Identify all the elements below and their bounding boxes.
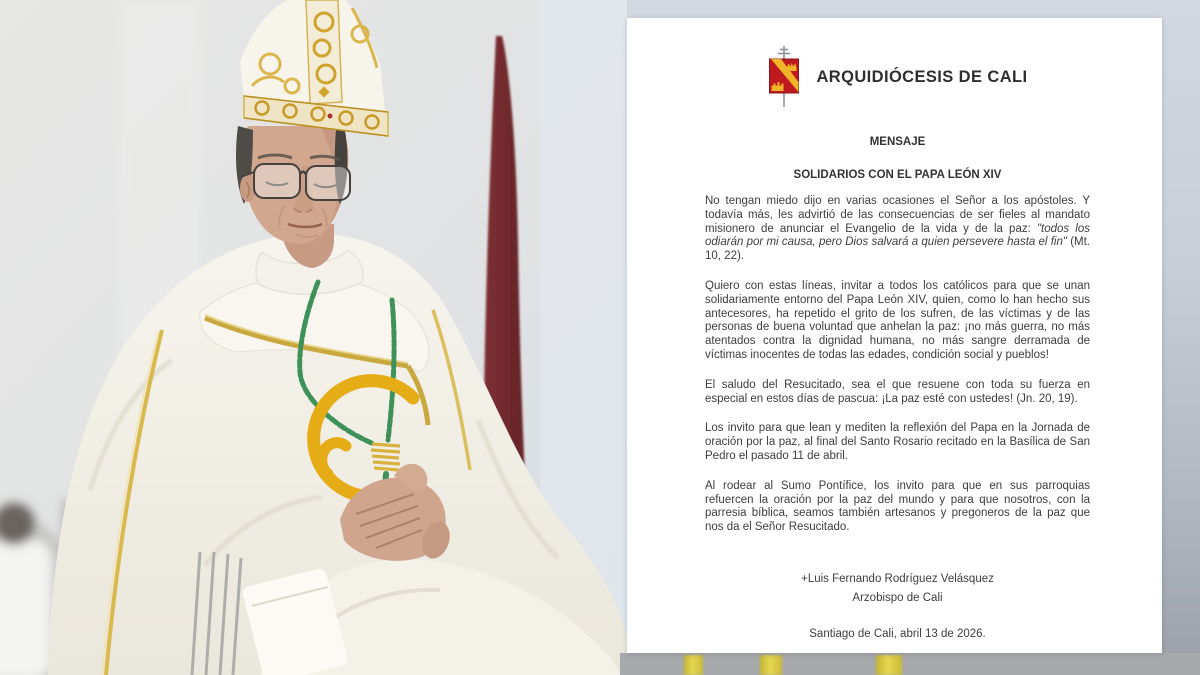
letter-paragraph: Los invito para que lean y mediten la reflexión del Papa en la Jornada de oración por la paz, al final del Santo Rosario recitado en la Basílica de San Pedro el pasado 11 de abril. — [705, 422, 1090, 462]
signature-role: Arzobispo de Cali — [852, 591, 943, 604]
archdiocese-crest-icon — [767, 45, 801, 109]
dateline: Santiago de Cali, abril 13 de 2026. — [809, 627, 986, 640]
yellow-post — [684, 655, 703, 675]
letter-body — [705, 195, 1090, 535]
crest-cross — [778, 46, 790, 59]
bottom-strip — [620, 653, 1200, 675]
letter-paragraph: Quiero con estas líneas, invitar a todos los católicos para que se unan solidariamente entorno del Papa León XIV, quien, como lo han hecho sus antecesores, ha repetido el grito de los sufren, de las víctimas y de las personas de buena voluntad que anhelan la paz: ¡no más guerra, no más atentados contra la dignidad humana, no más sangre derramada de víctimas inocentes de todas las edades, condición social y pueblos! — [705, 279, 1090, 361]
yellow-post — [760, 655, 782, 675]
letterhead — [705, 44, 1090, 110]
doc-subtitle: SOLIDARIOS CON EL PAPA LEÓN XIV — [793, 169, 1002, 181]
letter-paragraph: El saludo del Resucitado, sea el que resuene con toda su fuerza en especial en estos días de pascua: ¡La paz esté con ustedes! (Jn. 20, 19). — [705, 378, 1090, 405]
yellow-post — [876, 655, 902, 675]
letter-paragraph: Al rodear al Sumo Pontífice, los invito para que en sus parroquias refuercen la oración por la paz del mundo y para que nosotros, con la parresia bíblica, seamos también artesanos y pregoneros de la paz que nos da el Señor Resucitado. — [705, 479, 1090, 534]
doc-title: MENSAJE — [869, 136, 926, 148]
glasses — [241, 164, 350, 200]
crest-crown — [787, 63, 797, 71]
organization-title: ARQUIDIÓCESIS DE CALI — [816, 67, 1028, 86]
signature-name: +Luis Fernando Rodríguez Velásquez — [801, 572, 994, 585]
letter-paragraph: No tengan miedo dijo en varias ocasiones el Señor a los apóstoles. Y todavía más, les advirtió de las consecuencias de ser fieles al mandato misionero de anunciar el Evangelio de la vida y de la paz: "todos los odiarán por mi causa, pero Dios salvará a quien persevere hasta el fin" (Mt. 10, 22). — [705, 195, 1090, 263]
letter-document — [627, 18, 1162, 653]
